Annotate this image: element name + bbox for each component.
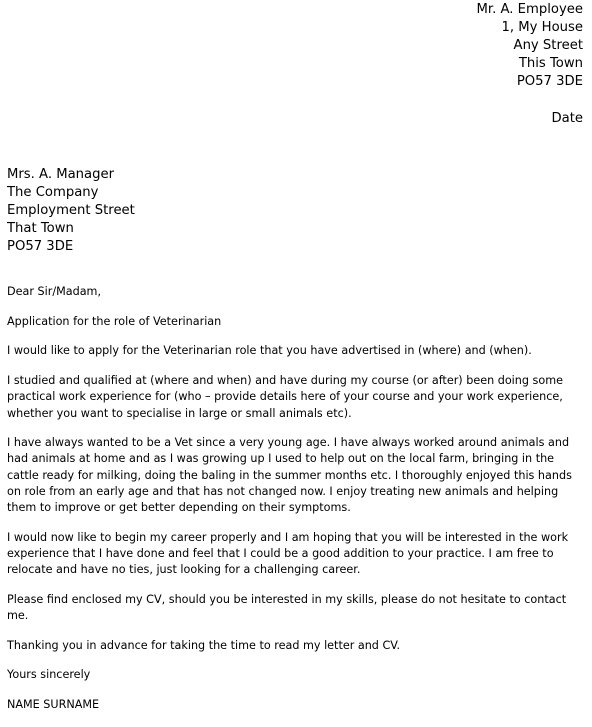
sender-address-line-2: Any Street (513, 38, 583, 53)
recipient-postcode: PO57 3DE (7, 239, 74, 254)
sender-address-line-1: 1, My House (501, 20, 583, 35)
paragraph-intro: I would like to apply for the Veterinarian role that you have advertised in (where) and (when). (7, 344, 532, 358)
paragraph-background: I have always wanted to be a Vet since a very young age. I have always worked around animals and had animals at home and as I was growing up I used to help out on the local farm, bringing in the cattle ready for milking, doing the baling in the summer months etc. I thoroughly enjoyed this hands on role from an early age and that has not changed now. I enjoy treating new animals and helping them to improve or get better depending on their symptoms. (7, 436, 572, 515)
letter-date: Date (551, 111, 583, 126)
sender-postcode: PO57 3DE (516, 74, 583, 89)
sender-town: This Town (518, 56, 583, 71)
paragraph-education: I studied and qualified at (where and when) and have during my course (or after) been doing some practical work experience for (who – provide details here of your course and your work experience, whether you want to specialise in large or small animals etc). (7, 374, 563, 420)
signature-name: NAME SURNAME (7, 698, 100, 712)
letter-body (7, 284, 587, 727)
sender-name: Mr. A. Employee (476, 2, 583, 17)
recipient-street: Employment Street (7, 203, 135, 218)
paragraph-thanks: Thanking you in advance for taking the time to read my letter and CV. (7, 638, 401, 652)
paragraph-cv-enclosed: Please find enclosed my CV, should you be interested in my skills, please do not hesitate to contact me. (7, 592, 567, 623)
recipient-name: Mrs. A. Manager (7, 167, 115, 182)
recipient-town: That Town (7, 221, 74, 236)
salutation: Dear Sir/Madam, (7, 285, 102, 298)
sender-address (477, 1, 583, 91)
recipient-address (7, 166, 135, 256)
recipient-company: The Company (7, 185, 99, 200)
closing: Yours sincerely (7, 668, 91, 682)
subject-line: Application for the role of Veterinarian (7, 314, 222, 328)
paragraph-career-goal: I would now like to begin my career properly and I am hoping that you will be interested in the work experience that I have done and feel that I could be a good addition to your practice. I am free to relocate and have no ties, just looking for a challenging career. (7, 530, 569, 577)
